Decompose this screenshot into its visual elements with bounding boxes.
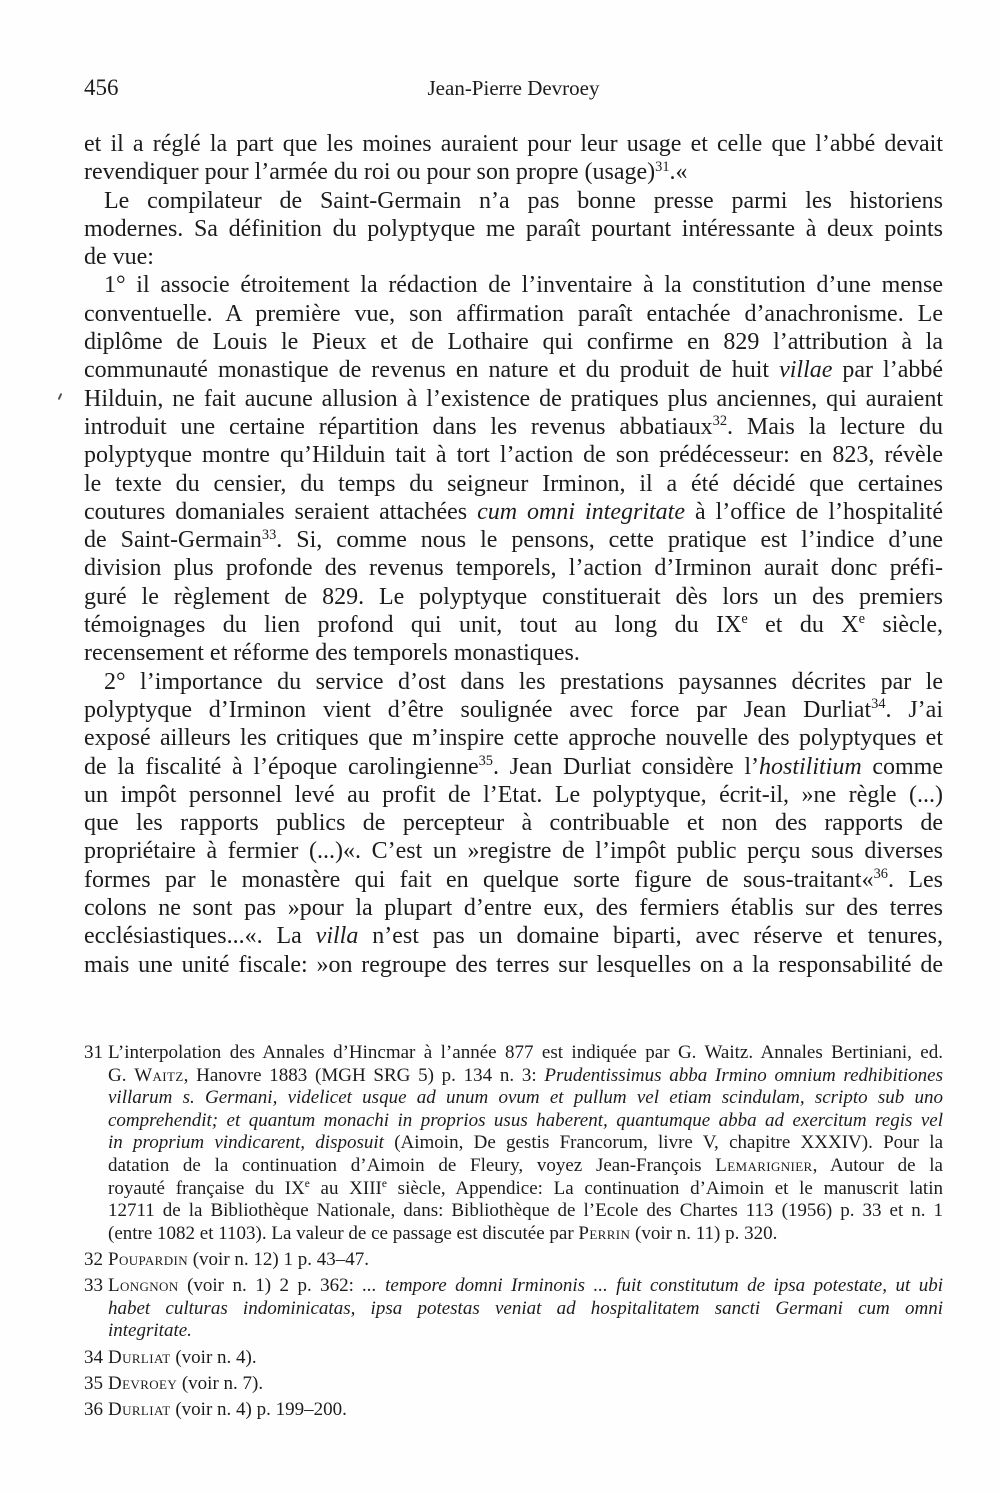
paragraph xyxy=(84,187,943,272)
paragraph xyxy=(84,130,943,187)
text-run: siècle, Appendice: La continuation d’Aimoin et le manuscrit latin xyxy=(386,1177,943,1199)
text-line xyxy=(84,300,943,328)
footnote-line xyxy=(108,1087,943,1110)
text-run: royauté française du IX xyxy=(108,1177,305,1199)
footnote-line xyxy=(108,1042,943,1065)
text-run: exposé ailleurs les critiques que m’inspire cette approche nouvelle des polyptyques et xyxy=(84,725,943,752)
text-run: 1° il associe étroitement la rédaction de l’inventaire à la constitution d’une mense xyxy=(104,272,943,299)
text-run: le texte du censier, du temps du seigneur Irminon, il a été décidé que certaines xyxy=(84,470,943,497)
footnotes xyxy=(84,1042,943,1425)
text-line xyxy=(84,271,943,299)
text-run: témoignages du lien profond qui unit, tout au long du IX xyxy=(84,612,742,639)
italic-text: habet culturas indominicatas, ipsa potestas veniat ad hospitalitatem sancti Germani cum omni xyxy=(108,1297,943,1319)
small-caps-name: Longnon xyxy=(108,1275,179,1297)
text-line xyxy=(84,951,943,979)
text-line xyxy=(84,215,943,243)
text-run: guré le règlement de 829. Le polyptyque constituerait dès lors un des premiers xyxy=(84,583,943,610)
footnote-line xyxy=(108,1373,943,1396)
text-run: colons ne sont pas »pour la plupart d’entre eux, des fermiers établis sur des terres xyxy=(84,895,943,922)
footnote-line xyxy=(108,1223,943,1246)
text-run: de la fiscalité à l’époque carolingienne xyxy=(84,753,479,780)
text-run: 2° l’importance du service d’ost dans les prestations paysannes décrites par le xyxy=(104,668,943,695)
footnote-number: 34 xyxy=(84,1346,103,1368)
text-run: mais une unité fiscale: »on regroupe des terres sur lesquelles on a la responsabilité de xyxy=(84,951,943,978)
page-number: 456 xyxy=(84,75,119,100)
footnote-text xyxy=(108,1399,943,1422)
footnote-line xyxy=(108,1347,943,1370)
footnote-number: 35 xyxy=(84,1372,103,1394)
text-run: Hilduin, ne fait aucune allusion à l’existence de pratiques plus anciennes, qui auraient xyxy=(84,385,943,412)
text-line xyxy=(84,498,943,526)
text-run: que les rapports publics de percepteur à contribuable et non des rapports de xyxy=(84,810,943,837)
text-run: division plus profonde des revenus temporels, l’action d’Irminon aurait donc préfi- xyxy=(84,555,943,582)
text-run: . Mais la lecture du xyxy=(727,413,943,440)
text-run: .« xyxy=(669,159,688,186)
text-line xyxy=(84,668,943,696)
text-run: siècle, xyxy=(864,612,944,639)
text-run: recensement et réforme des temporels monastiques. xyxy=(84,640,580,667)
footnote-text xyxy=(108,1275,943,1343)
text-line xyxy=(84,809,943,837)
italic-text: Prudentissimus abba Irmino omnium redhibitiones xyxy=(544,1064,943,1086)
footnote-text xyxy=(108,1042,943,1245)
text-line xyxy=(84,866,943,894)
text-run: (Aimoin, De gestis Francorum, livre V, chapitre XXXIV). Pour la xyxy=(383,1132,944,1154)
text-run: par l’abbé xyxy=(832,357,944,384)
text-line xyxy=(84,158,943,186)
text-run: propriétaire à fermier (...)«. C’est un »registre de l’impôt public perçu sous diverses xyxy=(84,838,943,865)
footnote-number: 36 xyxy=(84,1398,103,1420)
text-run: . Jean Durliat considère l’ xyxy=(492,753,759,780)
text-run: (voir n. 11) p. 320. xyxy=(630,1222,778,1244)
small-caps-name: Poupardin xyxy=(108,1248,188,1270)
italic-text: villae xyxy=(779,357,833,384)
text-line xyxy=(84,611,943,639)
text-run: au XIII xyxy=(309,1177,382,1199)
text-line xyxy=(84,724,943,752)
footnote-line xyxy=(108,1399,943,1422)
text-run: modernes. Sa définition du polyptyque me paraît pourtant intéressante à deux points xyxy=(84,215,943,242)
text-run: n’est pas un domaine biparti, avec réserve et tenures, xyxy=(358,923,943,950)
italic-text: hostilitium xyxy=(758,753,862,780)
text-run: datation de la continuation d’Aimoin de Fleury, voyez Jean-François xyxy=(108,1154,716,1176)
text-line xyxy=(84,356,943,384)
text-run: , Hanovre 1883 (MGH SRG 5) p. 134 n. 3: xyxy=(183,1064,545,1086)
footnote-line xyxy=(108,1320,943,1343)
text-line xyxy=(84,470,943,498)
text-run: et il a réglé la part que les moines auraient pour leur usage et celle que l’abbé devait xyxy=(84,131,943,157)
footnote xyxy=(84,1249,943,1272)
superscript: 36 xyxy=(873,866,888,883)
text-run: revendiquer pour l’armée du roi ou pour son propre (usage) xyxy=(84,159,656,186)
text-run: L’interpolation des Annales d’Hincmar à l’année 877 est indiquée par G. Waitz. Annales Bertiniani, ed. xyxy=(108,1042,943,1063)
footnote-line xyxy=(108,1275,943,1298)
footnote-text xyxy=(108,1347,943,1370)
text-run: de vue: xyxy=(84,244,154,271)
text-run: . Les xyxy=(888,866,944,893)
superscript: 31 xyxy=(655,158,670,175)
text-run: (voir n. 12) 1 p. 43–47. xyxy=(187,1248,369,1270)
superscript: 35 xyxy=(478,752,493,769)
text-run: . Si, comme nous le pensons, cette pratique est l’indice d’une xyxy=(276,527,943,554)
footnote-line xyxy=(108,1132,943,1155)
margin-mark xyxy=(58,393,63,400)
small-caps-name: Perrin xyxy=(578,1222,631,1244)
small-caps-name: Durliat xyxy=(108,1398,171,1420)
text-line xyxy=(84,696,943,724)
text-run: G. xyxy=(108,1064,135,1086)
text-run: . J’ai xyxy=(885,696,943,723)
text-run: , Autour de la xyxy=(812,1154,943,1176)
text-line xyxy=(84,130,943,158)
footnote-line xyxy=(108,1200,943,1223)
text-line xyxy=(84,894,943,922)
text-run: et du X xyxy=(747,612,859,639)
text-line xyxy=(84,413,943,441)
paragraph xyxy=(84,668,943,979)
footnote xyxy=(84,1042,943,1245)
italic-text: ... tempore domni Irminonis ... fuit constitutum de ipsa potestate, ut ubi xyxy=(362,1275,943,1297)
text-line xyxy=(84,639,943,667)
paragraph xyxy=(84,271,943,667)
text-run: (voir n. 4). xyxy=(170,1346,257,1368)
text-run: 12711 de la Bibliothèque Nationale, dans: Bibliothèque de l’Ecole des Chartes 113 (1956) p. 33 et n. 1 xyxy=(108,1200,943,1222)
body-text xyxy=(84,130,943,979)
text-run: (voir n. 1) 2 p. 362: xyxy=(178,1275,363,1297)
text-run: diplôme de Louis le Pieux et de Lothaire qui confirme en 829 l’attribution à la xyxy=(84,329,943,356)
text-run: polyptyque montre qu’Hilduin tait à tort l’action de son prédécesseur: en 823, révèle xyxy=(84,442,943,469)
footnote-text xyxy=(108,1249,943,1272)
text-run: (entre 1082 et 1103). La valeur de ce passage est discutée par xyxy=(108,1222,579,1244)
text-run: communauté monastique de revenus en nature et du produit de huit xyxy=(84,357,780,384)
footnote-line xyxy=(108,1298,943,1321)
superscript: 32 xyxy=(712,413,728,430)
text-line xyxy=(84,385,943,413)
text-run: (voir n. 4) p. 199–200. xyxy=(170,1398,347,1420)
footnote-text xyxy=(108,1373,943,1396)
text-line xyxy=(84,837,943,865)
text-line xyxy=(84,781,943,809)
footnote xyxy=(84,1275,943,1343)
text-line xyxy=(84,922,943,950)
running-title: Jean-Pierre Devroey xyxy=(427,76,600,100)
footnote-number: 32 xyxy=(84,1248,103,1270)
text-line xyxy=(84,243,943,271)
text-run: polyptyque d’Irminon vient d’être soulignée avec force par Jean Durliat xyxy=(84,696,872,723)
footnote-line xyxy=(108,1065,943,1088)
superscript: 33 xyxy=(261,526,277,543)
text-run: de Saint-Germain xyxy=(84,527,262,554)
italic-text: cum omni integritate xyxy=(477,498,685,525)
text-line xyxy=(84,554,943,582)
italic-text: comprehendit; et quantum monachi in proprios usus haberent, quantumque abba ad exercitum regis vel xyxy=(108,1109,943,1131)
text-line xyxy=(84,583,943,611)
small-caps-name: Durliat xyxy=(108,1346,171,1368)
footnote xyxy=(84,1399,943,1422)
text-run: comme xyxy=(861,753,943,780)
small-caps-name: Devroey xyxy=(108,1372,178,1394)
italic-text: villarum s. Germani, videlicet usque ad unum ovum et pullum vel etiam scindulam, scripto sub uno xyxy=(108,1087,943,1109)
superscript: e xyxy=(858,611,865,628)
footnote-line xyxy=(108,1110,943,1133)
italic-text: villa xyxy=(315,923,359,950)
text-run: (voir n. 7). xyxy=(177,1372,264,1394)
footnote-line xyxy=(108,1178,943,1201)
text-run: Le compilateur de Saint-Germain n’a pas bonne presse parmi les historiens xyxy=(104,187,943,214)
text-line xyxy=(84,753,943,781)
footnote xyxy=(84,1373,943,1396)
superscript: e xyxy=(381,1177,387,1190)
superscript: e xyxy=(741,611,748,628)
italic-text: in proprium vindicarent, disposuit xyxy=(108,1132,384,1154)
small-caps-name: Waitz xyxy=(134,1064,184,1086)
superscript: e xyxy=(304,1177,310,1190)
footnote-line xyxy=(108,1155,943,1178)
footnote-number: 33 xyxy=(84,1275,103,1297)
text-run: ecclésiastiques...«. La xyxy=(84,923,316,950)
superscript: 34 xyxy=(871,696,886,713)
text-run: formes par le monastère qui fait en quelque sorte figure de sous-traitant« xyxy=(84,866,874,893)
text-line xyxy=(84,328,943,356)
text-run: à l’office de l’hospitalité xyxy=(684,498,944,525)
italic-text: integritate. xyxy=(108,1320,192,1342)
text-line xyxy=(84,187,943,215)
text-run: conventuelle. A première vue, son affirmation paraît entachée d’anachronisme. Le xyxy=(84,300,943,327)
small-caps-name: Lemarignier xyxy=(715,1154,813,1176)
footnote xyxy=(84,1347,943,1370)
text-line xyxy=(84,526,943,554)
text-run: coutures domaniales seraient attachées xyxy=(84,498,478,525)
footnote-number: 31 xyxy=(84,1042,103,1063)
text-line xyxy=(84,441,943,469)
text-run: introduit une certaine répartition dans les revenus abbatiaux xyxy=(84,413,713,440)
text-run: un impôt personnel levé au profit de l’Etat. Le polyptyque, écrit-il, »ne règle (...) xyxy=(84,781,943,808)
footnote-line xyxy=(108,1249,943,1272)
